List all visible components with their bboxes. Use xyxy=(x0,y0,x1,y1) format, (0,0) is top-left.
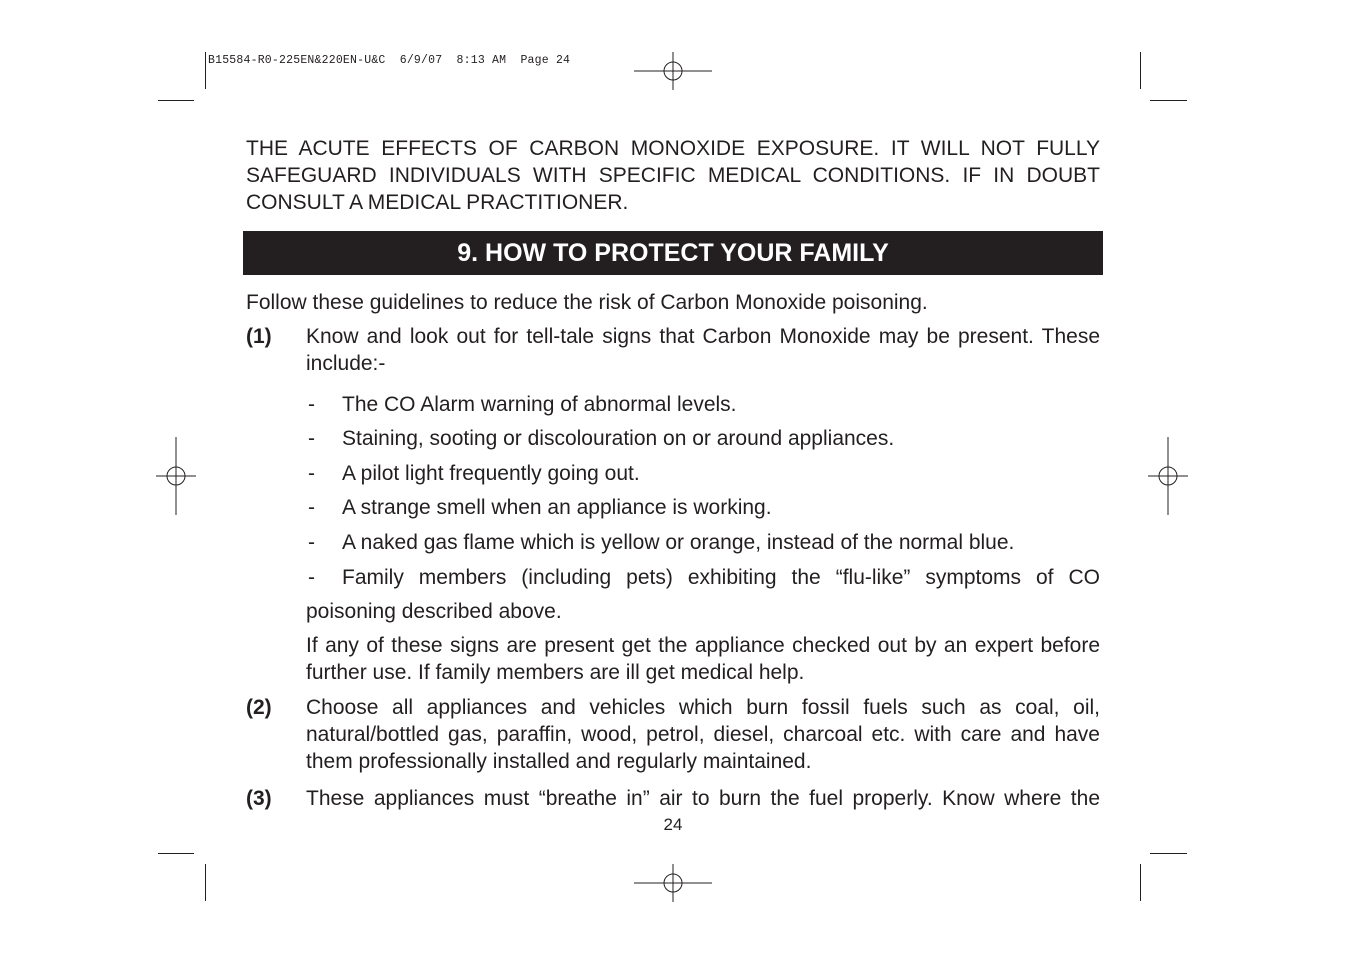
bullet-item: Staining, sooting or discolouration on or around appliances. xyxy=(342,427,895,450)
intro-line: CONSULT A MEDICAL PRACTITIONER. xyxy=(246,191,629,214)
intro-line: SAFEGUARD INDIVIDUALS WITH SPECIFIC MEDICAL CONDITIONS. IF IN DOUBT xyxy=(246,164,1100,187)
crop-mark-top-left-vertical xyxy=(205,52,206,89)
bullet-item: A pilot light frequently going out. xyxy=(342,462,640,485)
bullet-item: A naked gas flame which is yellow or orange, instead of the normal blue. xyxy=(342,531,1015,554)
registration-mark-right-icon xyxy=(1148,437,1188,515)
item-number: (3) xyxy=(246,787,272,810)
printer-slug-line: B15584-R0-225EN&220EN-U&C 6/9/07 8:13 AM Page 24 xyxy=(208,54,571,67)
registration-mark-left-icon xyxy=(156,437,196,515)
bullet-dash: - xyxy=(308,496,315,519)
item-text: Know and look out for tell-tale signs that Carbon Monoxide may be present. These include:- xyxy=(306,325,1100,375)
crop-mark-bottom-left-horizontal xyxy=(158,853,194,854)
item-number: (1) xyxy=(246,325,272,348)
item-followup: If any of these signs are present get the appliance checked out by an expert before further use. If family members are ill get medical help. xyxy=(306,634,1100,684)
item-text: These appliances must “breathe in” air to burn the fuel properly. Know where the xyxy=(306,787,1100,810)
bullet-dash: - xyxy=(308,427,315,450)
crop-mark-top-right-vertical xyxy=(1140,52,1141,89)
registration-mark-bottom-icon xyxy=(634,864,712,902)
crop-mark-top-right-horizontal xyxy=(1150,100,1187,101)
bullet-dash: - xyxy=(308,462,315,485)
crop-mark-bottom-right-vertical xyxy=(1140,864,1141,901)
bullet-dash: - xyxy=(308,566,315,589)
crop-mark-bottom-right-horizontal xyxy=(1150,853,1187,854)
intro-paragraph xyxy=(246,135,1100,216)
registration-mark-top-icon xyxy=(634,52,712,90)
bullet-dash: - xyxy=(308,393,315,416)
bullet-item: The CO Alarm warning of abnormal levels. xyxy=(342,393,737,416)
item-text: Choose all appliances and vehicles which burn fossil fuels such as coal, oil, natural/bottled gas, paraffin, wood, petrol, diesel, charcoal etc. with care and have them professionally installed and regularly maintained. xyxy=(306,696,1100,773)
bullet-item: A strange smell when an appliance is working. xyxy=(342,496,772,519)
bullet-item: Family members (including pets) exhibiting the “flu-like” symptoms of CO xyxy=(342,566,1100,589)
item-number: (2) xyxy=(246,696,272,719)
intro-line: THE ACUTE EFFECTS OF CARBON MONOXIDE EXPOSURE. IT WILL NOT FULLY xyxy=(246,137,1100,160)
crop-mark-top-left-horizontal xyxy=(158,100,194,101)
section-title: 9. HOW TO PROTECT YOUR FAMILY xyxy=(243,231,1103,275)
bullet-dash: - xyxy=(308,531,315,554)
bullet-continuation: poisoning described above. xyxy=(306,600,562,623)
page-number: 24 xyxy=(663,815,683,834)
section-lead: Follow these guidelines to reduce the risk of Carbon Monoxide poisoning. xyxy=(246,291,928,314)
crop-mark-bottom-left-vertical xyxy=(205,864,206,901)
